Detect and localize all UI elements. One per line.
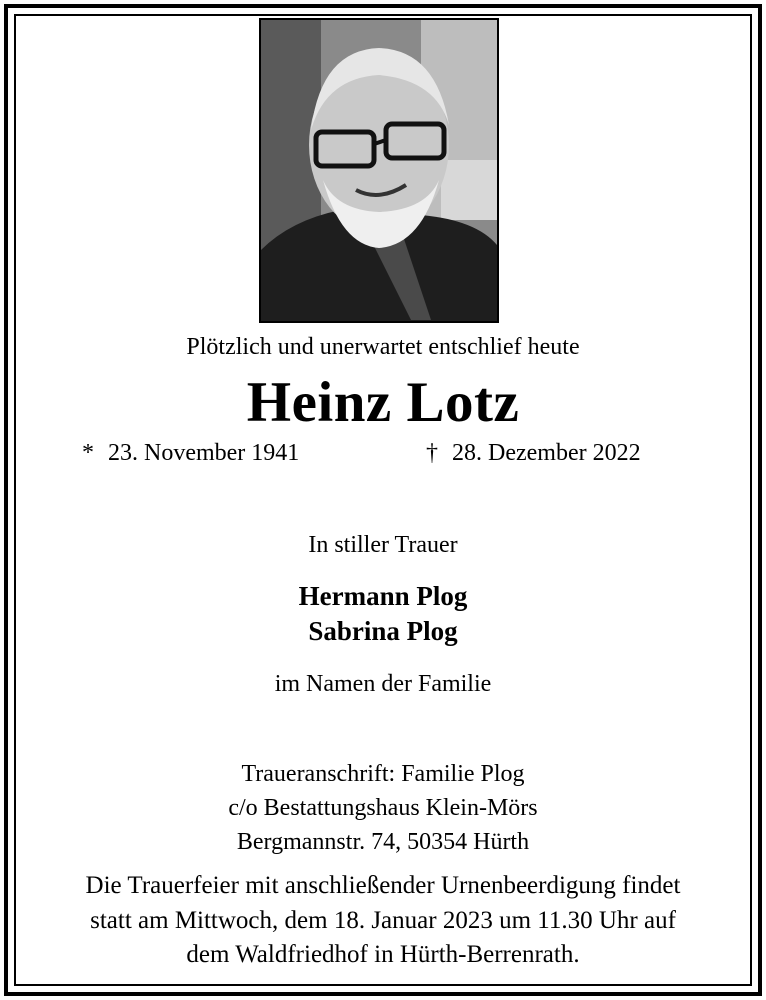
death-cross-icon: † (426, 440, 438, 466)
address-line: Traueranschrift: Familie Plog (241, 761, 525, 787)
mourning-phrase: In stiller Trauer (308, 532, 458, 558)
family-phrase: im Namen der Familie (274, 671, 492, 697)
address-line: Bergmannstr. 74, 50354 Hürth (236, 829, 530, 855)
birth-star-icon: * (82, 440, 94, 466)
ceremony-line: dem Waldfriedhof in Hürth-Berrenrath. (186, 941, 580, 968)
deceased-name: Heinz Lotz (246, 371, 520, 434)
birth-date-group (82, 440, 299, 467)
life-dates (0, 440, 766, 472)
mourner-name: Hermann Plog (298, 581, 468, 611)
birth-date: 23. November 1941 (108, 440, 300, 466)
portrait-photo (259, 18, 499, 323)
ceremony-line: statt am Mittwoch, dem 18. Januar 2023 um 11.30 Uhr auf (90, 907, 676, 934)
death-date: 28. Dezember 2022 (452, 440, 641, 466)
address-line: c/o Bestattungshaus Klein-Mörs (228, 795, 538, 821)
ceremony-line: Die Trauerfeier mit anschließender Urnenbeerdigung findet (85, 872, 681, 899)
death-date-group (426, 440, 641, 467)
intro-text: Plötzlich und unerwartet entschlief heute (186, 334, 580, 360)
mourner-name: Sabrina Plog (308, 616, 458, 646)
